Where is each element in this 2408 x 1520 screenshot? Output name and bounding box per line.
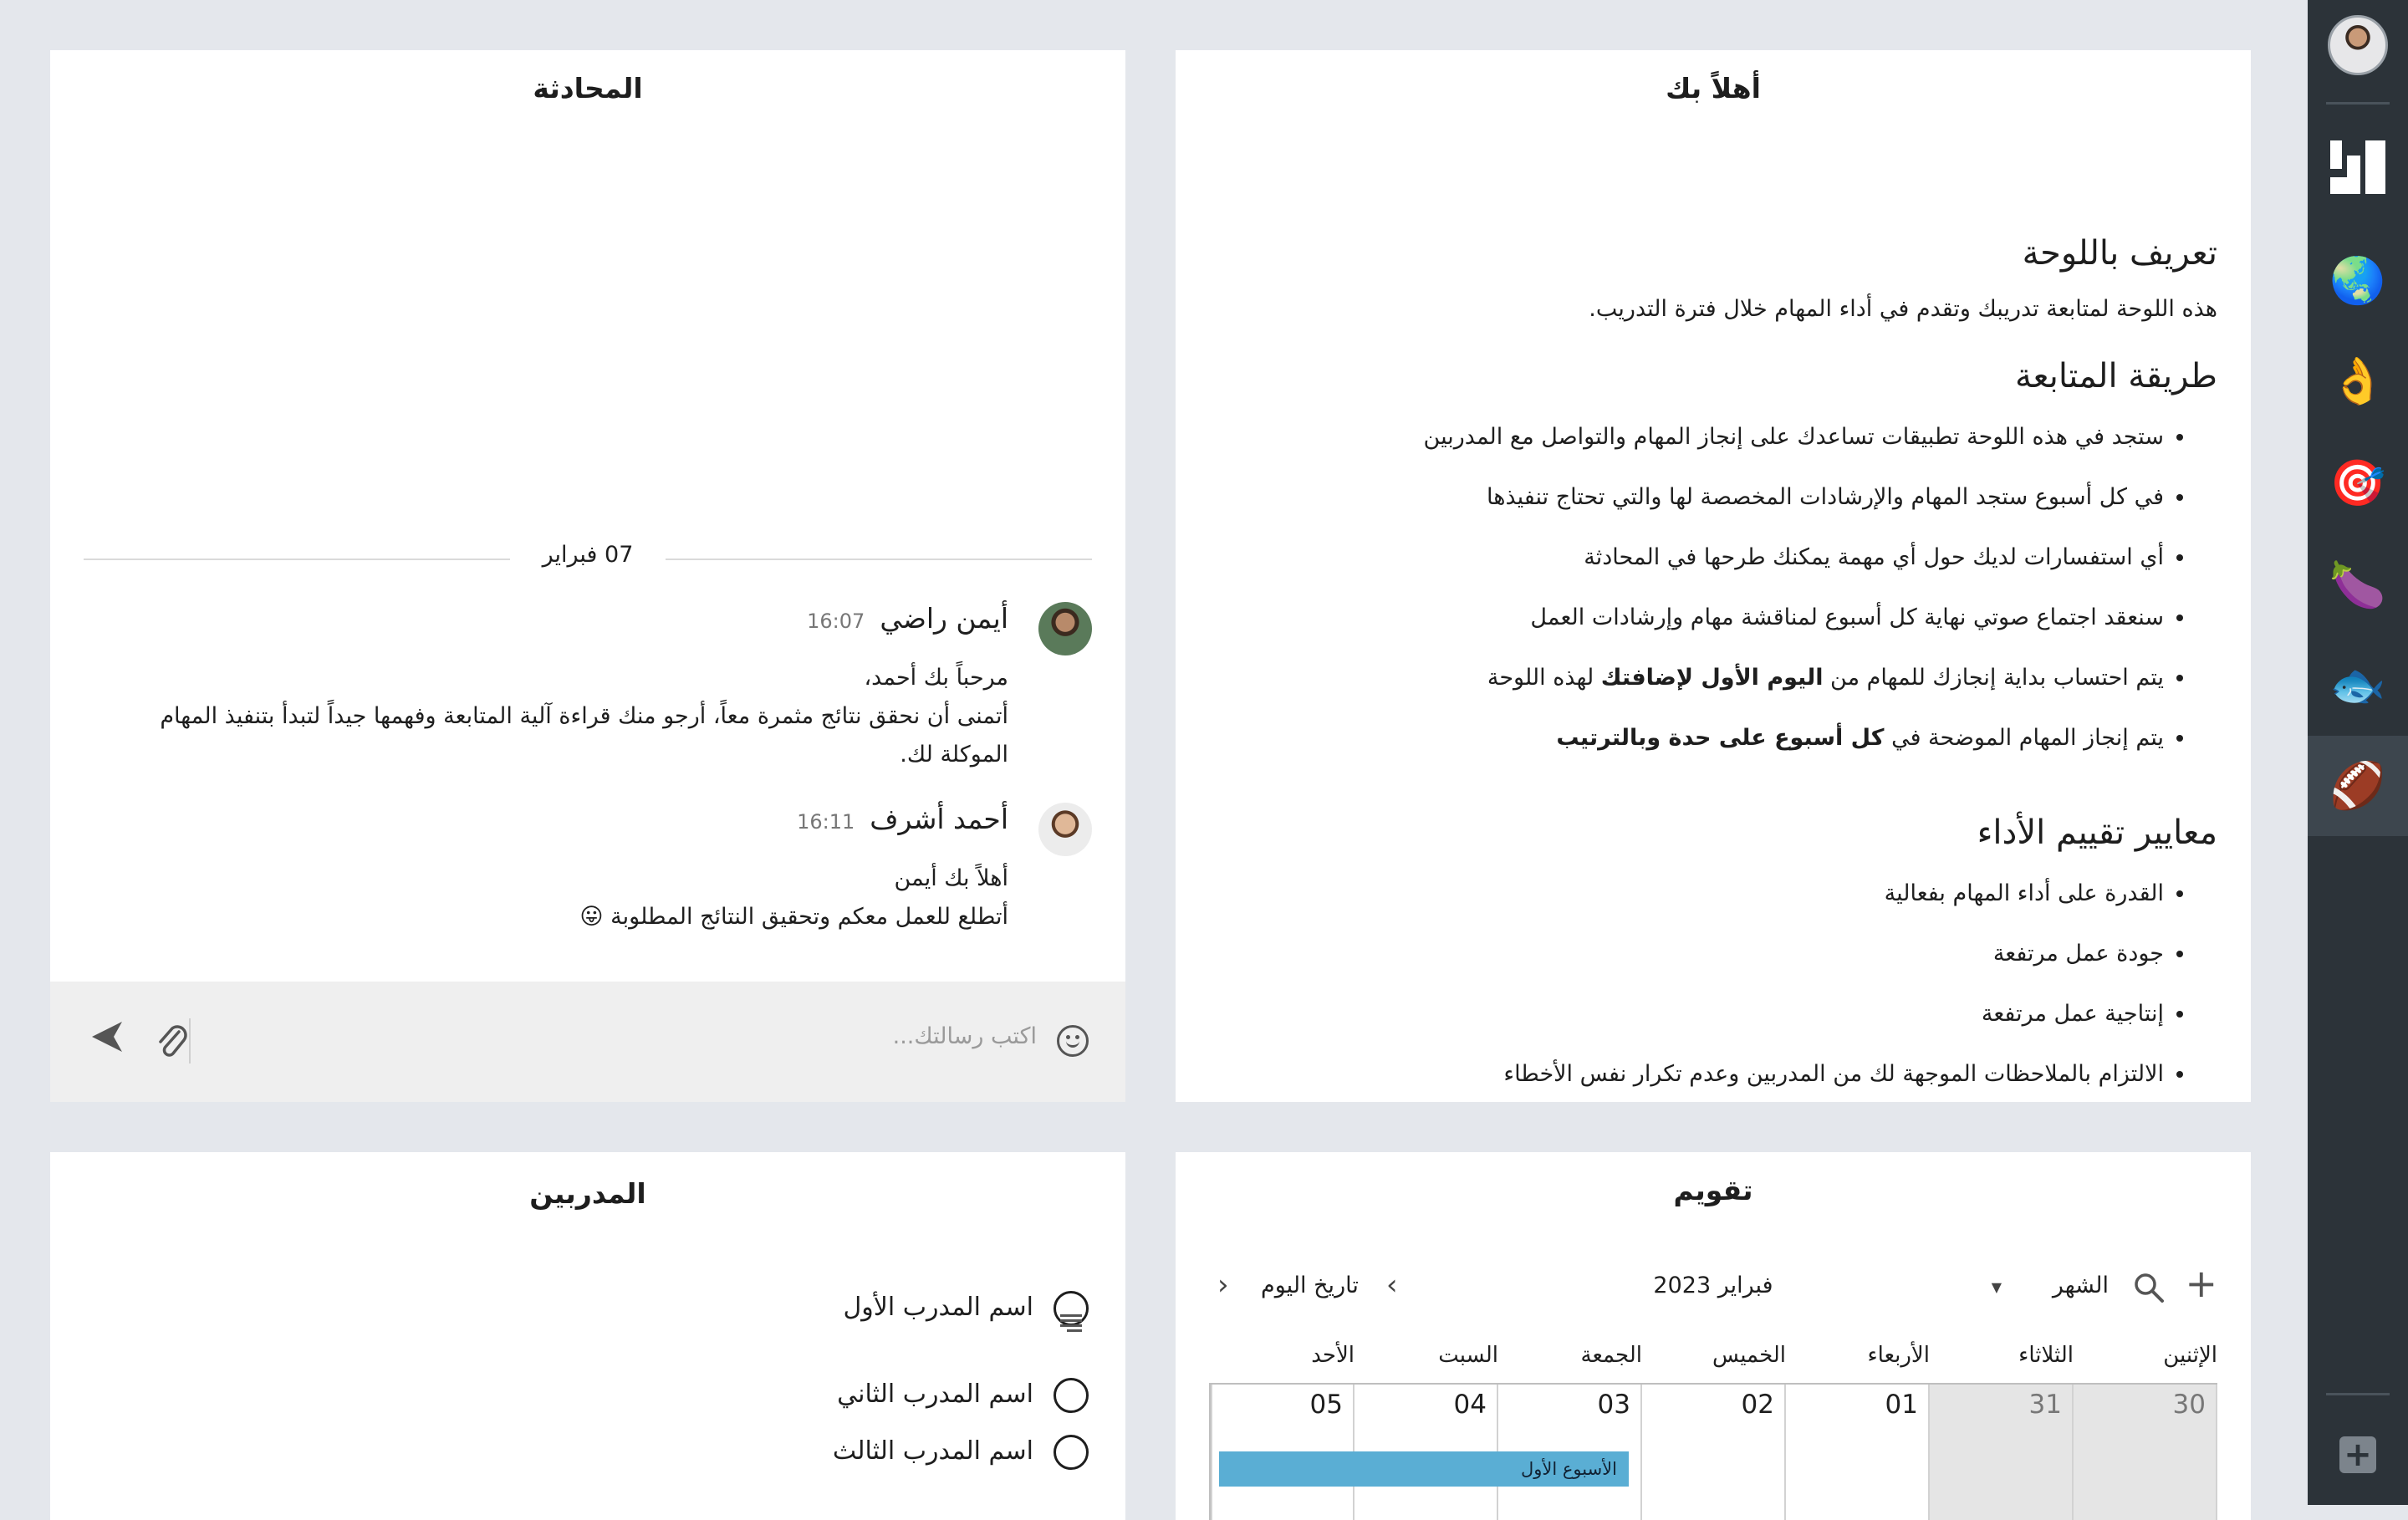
weekday: الإثنين [2163,1343,2217,1368]
method-list [1209,419,2217,780]
rail-divider [2326,102,2390,105]
football-icon: 🏈 [2329,759,2386,812]
message-line-text: أتطلع للعمل معكم وتحقيق النتائج المطلوبة [610,904,1008,930]
panel-title: أهلاً بك [1666,72,1761,105]
fish-icon: 🐟 [2329,659,2386,712]
board-logo-icon [2330,140,2385,194]
list-item: • أي استفسارات لديك حول أي مهمة يمكنك طرحها في المحادثة [1209,539,2164,599]
criteria-list [1209,875,2217,1102]
globe-icon: 🌏 [2329,254,2386,307]
add-app-button[interactable]: + [2339,1436,2376,1473]
message-author[interactable]: أيمن راضي [880,602,1008,635]
list-item: • القدرة على أداء المهام بفعالية [1209,875,2164,936]
weekday-header [1209,1343,2217,1376]
text-bold: كل أسبوع على حدة وبالترتيب [1556,725,1885,751]
message-time: 16:07 [807,610,865,633]
trainer-name: اسم المدرب الثاني [837,1380,1033,1409]
today-button[interactable]: تاريخ اليوم [1261,1273,1359,1298]
message-line: أهلاً بك أيمن [894,865,1008,891]
text-part: لهذه اللوحة [1487,665,1601,691]
weekday: الجمعة [1580,1343,1642,1368]
panel-title: المحادثة [533,72,643,105]
message-author[interactable]: أحمد أشرف [870,803,1008,835]
panel-title: تقويم [1673,1174,1753,1206]
intro-heading: تعريف باللوحة [2022,234,2217,273]
intro-text: هذه اللوحة لمتابعة تدريبك وتقدم في أداء المهام خلال فترة التدريب. [1589,296,2217,322]
text-part: يتم احتساب بداية إنجازك للمهام من [1823,665,2164,691]
send-icon[interactable] [89,1018,125,1058]
message-text [139,659,1008,774]
weekday: الثلاثاء [2018,1343,2074,1368]
trainer-name: اسم المدرب الثالث [832,1436,1033,1466]
day-cell[interactable] [1930,1385,2074,1520]
weekday: الأربعاء [1867,1343,1930,1368]
prev-chevron-icon[interactable]: ‹ [1217,1268,1229,1302]
avatar[interactable] [1038,602,1092,655]
eggplant-icon: 🍆 [2329,559,2386,611]
rail-app-fish[interactable] [2308,635,2408,736]
trainers-panel [50,1152,1125,1520]
notes-icon[interactable] [1060,1313,1082,1339]
day-number: 30 [2172,1390,2206,1420]
calendar-panel [1176,1152,2251,1520]
trainer-radio[interactable] [1054,1378,1089,1413]
list-item: • في كل أسبوع ستجد المهام والإرشادات المخصصة لها والتي تحتاج تنفيذها [1209,479,2164,539]
day-cell[interactable] [1642,1385,1786,1520]
message-line [139,898,1008,936]
panel-title: المدربين [529,1177,646,1210]
date-divider [84,535,1092,582]
chat-message [84,602,1092,769]
list-item: • الالتزام بالملاحظات الموجهة لك من المدربين وعدم تكرار نفس الأخطاء [1209,1056,2164,1102]
app-rail [2308,0,2408,1505]
avatar[interactable] [1038,803,1092,856]
trainer-radio[interactable] [1054,1435,1089,1470]
message-time: 16:11 [797,810,855,834]
rail-app-hand[interactable] [2308,331,2408,431]
hand-ok-icon: 👌 [2329,354,2386,407]
day-number: 04 [1453,1390,1487,1420]
message-text [139,859,1008,936]
message-line: أتمنى أن نحقق نتائج مثمرة معاً، أرجو منك قراءة آلية المتابعة وفهمها جيداً لتبدأ بتنفيذ المهام الموكلة لك. [160,703,1008,768]
day-number: 01 [1885,1390,1918,1420]
day-cell[interactable] [2074,1385,2217,1520]
month-label: فبراير 2023 [1653,1273,1773,1298]
list-item: • إنتاجية عمل مرتفعة [1209,996,2164,1056]
list-item [1209,660,2164,720]
trainer-name: اسم المدرب الأول [843,1293,1033,1322]
day-number: 03 [1597,1390,1630,1420]
message-meta [797,803,1008,835]
add-event-icon[interactable]: + [2185,1261,2217,1306]
tongue-emoji-icon: 😛 [579,904,604,930]
rail-app-target[interactable] [2308,433,2408,533]
welcome-body [1209,234,2217,1102]
user-avatar[interactable] [2328,15,2388,75]
rail-app-football[interactable] [2308,736,2408,836]
day-cell[interactable] [1786,1385,1930,1520]
weekday: الخميس [1712,1343,1786,1368]
chat-message [84,803,1092,945]
day-number: 02 [1741,1390,1774,1420]
next-chevron-icon[interactable]: › [1386,1268,1398,1302]
text-bold: اليوم الأول لإضافتك [1600,665,1824,691]
chevron-down-icon[interactable]: ▼ [1991,1279,2002,1295]
weekday: الأحد [1311,1343,1354,1368]
list-item: • سنعقد اجتماع صوتي نهاية كل أسبوع لمناقشة مهام وإرشادات العمل [1209,599,2164,660]
calendar-toolbar [1209,1261,2217,1311]
rail-app-board[interactable] [2308,117,2408,217]
message-input[interactable]: اكتب رسالتك... [892,1023,1037,1049]
message-line: مرحباً بك أحمد، [864,665,1008,691]
day-number: 31 [2028,1390,2062,1420]
composer-divider [189,1018,191,1063]
day-number: 05 [1309,1390,1343,1420]
criteria-heading: معايير تقييم الأداء [1977,814,2217,852]
welcome-panel [1176,50,2251,1102]
list-item [1209,720,2164,780]
weekday: السبت [1438,1343,1498,1368]
calendar-event[interactable]: الأسبوع الأول [1219,1451,1629,1487]
list-item: • جودة عمل مرتفعة [1209,936,2164,996]
message-composer [50,982,1125,1102]
chat-panel [50,50,1125,1102]
rail-app-eggplant[interactable] [2308,535,2408,635]
method-heading: طريقة المتابعة [2015,357,2217,395]
text-part: يتم إنجاز المهام الموضحة في [1884,725,2164,751]
emoji-picker-icon[interactable] [1057,1025,1089,1057]
divider-line [84,559,510,560]
date-label: 07 فبراير [542,542,634,568]
list-item: • ستجد في هذه اللوحة تطبيقات تساعدك على إنجاز المهام والتواصل مع المدربين [1209,419,2164,479]
attachment-icon[interactable] [154,1022,191,1069]
target-icon: 🎯 [2329,457,2386,509]
rail-divider [2326,1393,2390,1395]
rail-app-globe[interactable] [2308,231,2408,331]
view-selector[interactable]: الشهر [2052,1273,2109,1298]
message-meta [807,602,1008,635]
